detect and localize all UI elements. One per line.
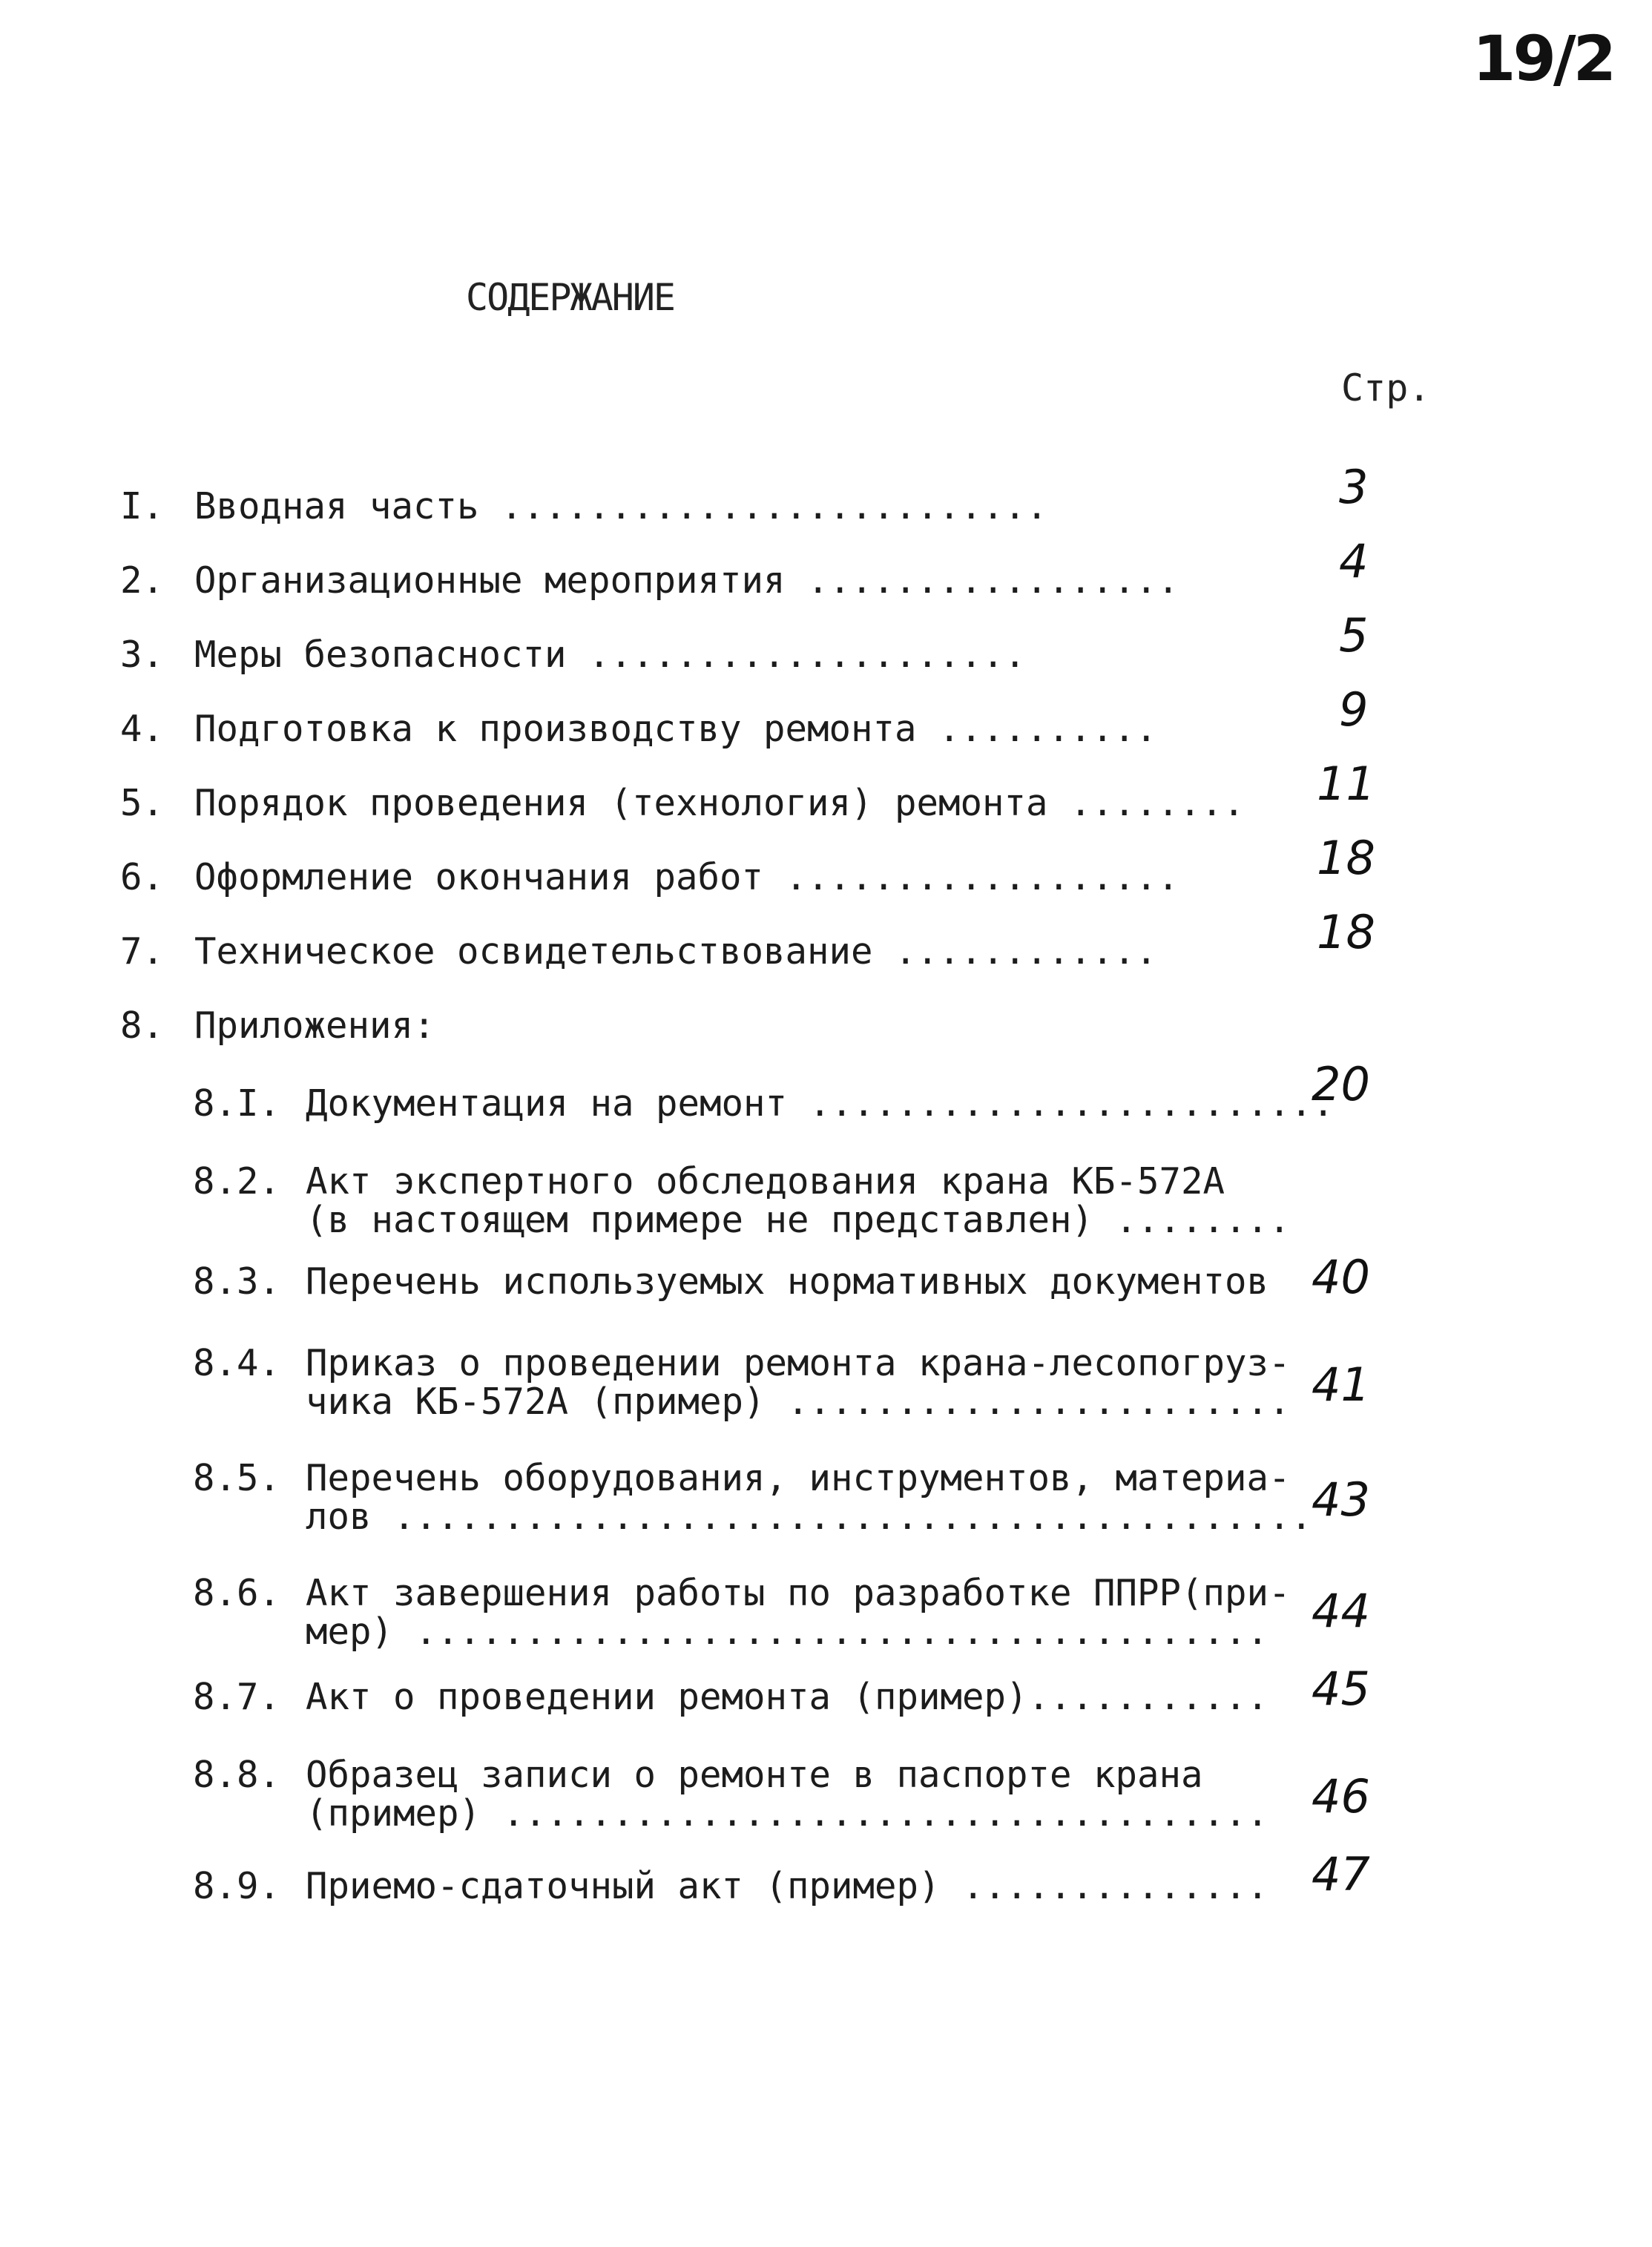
toc-entry-page: 18 — [1317, 905, 1375, 959]
toc-entry-page: 3 — [1339, 460, 1369, 514]
appendix-number: 8.8. — [193, 1754, 281, 1796]
toc-entry-title: Техническое освидетельствование ............ — [194, 930, 1158, 973]
toc-entry-number: 5. — [120, 782, 165, 824]
appendix-title-line: Приказ о проведении ремонта крана-лесопогруз- — [306, 1342, 1291, 1384]
appendix-number: 8.6. — [193, 1572, 281, 1614]
appendix-title-line: Приемо-сдаточный акт (пример) .............. — [306, 1865, 1269, 1907]
toc-entry-title: Вводная часть ......................... — [194, 485, 1048, 527]
toc-entry-title: Приложения: — [194, 1004, 435, 1047]
appendix-title-line: чика КБ-572А (пример) ....................... — [306, 1381, 1291, 1423]
page-number: 19/2 — [1472, 22, 1614, 95]
appendix-number: 8.5. — [193, 1457, 281, 1499]
appendix-title-line: Акт завершения работы по разработке ППРР(при- — [306, 1572, 1291, 1614]
appendix-page: 41 — [1312, 1358, 1370, 1412]
appendix-number: 8.2. — [193, 1160, 281, 1203]
appendix-page: 43 — [1312, 1473, 1370, 1527]
toc-entry-page: 11 — [1317, 757, 1375, 811]
toc-entry-title: Подготовка к производству ремонта .......... — [194, 708, 1158, 750]
page-column-header: Стр. — [1341, 366, 1431, 409]
appendix-title-line: Акт о проведении ремонта (пример)........... — [306, 1676, 1269, 1718]
toc-entry-number: I. — [120, 485, 165, 527]
appendix-title-line: Акт экспертного обследования крана КБ-572А — [306, 1160, 1225, 1203]
appendix-title-line: (в настоящем примере не представлен) ........ — [306, 1199, 1291, 1241]
appendix-page: 44 — [1312, 1584, 1370, 1638]
toc-entry-title: Оформление окончания работ .................. — [194, 856, 1179, 898]
appendix-title-line: мер) ....................................... — [306, 1611, 1269, 1653]
toc-entry-number: 7. — [120, 930, 165, 973]
appendix-page: 47 — [1312, 1847, 1370, 1901]
toc-entry-number: 8. — [120, 1004, 165, 1047]
toc-entry-page: 9 — [1339, 682, 1369, 737]
appendix-page: 45 — [1312, 1662, 1370, 1716]
toc-entry-number: 4. — [120, 708, 165, 750]
appendix-number: 8.4. — [193, 1342, 281, 1384]
appendix-title-line: (пример) ................................... — [306, 1792, 1269, 1835]
toc-entry-page: 5 — [1339, 608, 1369, 662]
document-title: СОДЕРЖАНИЕ — [466, 276, 675, 319]
appendix-number: 8.3. — [193, 1260, 281, 1303]
toc-entry-title: Организационные мероприятия ................. — [194, 559, 1179, 602]
appendix-title-line: Перечень используемых нормативных документов — [306, 1260, 1269, 1303]
toc-entry-number: 6. — [120, 856, 165, 898]
toc-entry-title: Порядок проведения (технология) ремонта ........ — [194, 782, 1245, 824]
appendix-page: 40 — [1312, 1250, 1370, 1304]
toc-entry-title: Меры безопасности .................... — [194, 634, 1027, 676]
appendix-number: 8.I. — [193, 1082, 281, 1125]
toc-entry-number: 2. — [120, 559, 165, 602]
appendix-number: 8.7. — [193, 1676, 281, 1718]
toc-entry-number: 3. — [120, 634, 165, 676]
toc-entry-page: 4 — [1339, 534, 1369, 588]
appendix-page: 46 — [1312, 1769, 1370, 1823]
appendix-title-line: Перечень оборудования, инструментов, материа- — [306, 1457, 1291, 1499]
appendix-title-line: Документация на ремонт ........................ — [306, 1082, 1335, 1125]
appendix-title-line: Образец записи о ремонте в паспорте крана — [306, 1754, 1203, 1796]
appendix-page: 20 — [1312, 1057, 1370, 1111]
appendix-title-line: лов .......................................... — [306, 1496, 1313, 1538]
appendix-number: 8.9. — [193, 1865, 281, 1907]
toc-entry-page: 18 — [1317, 831, 1375, 885]
